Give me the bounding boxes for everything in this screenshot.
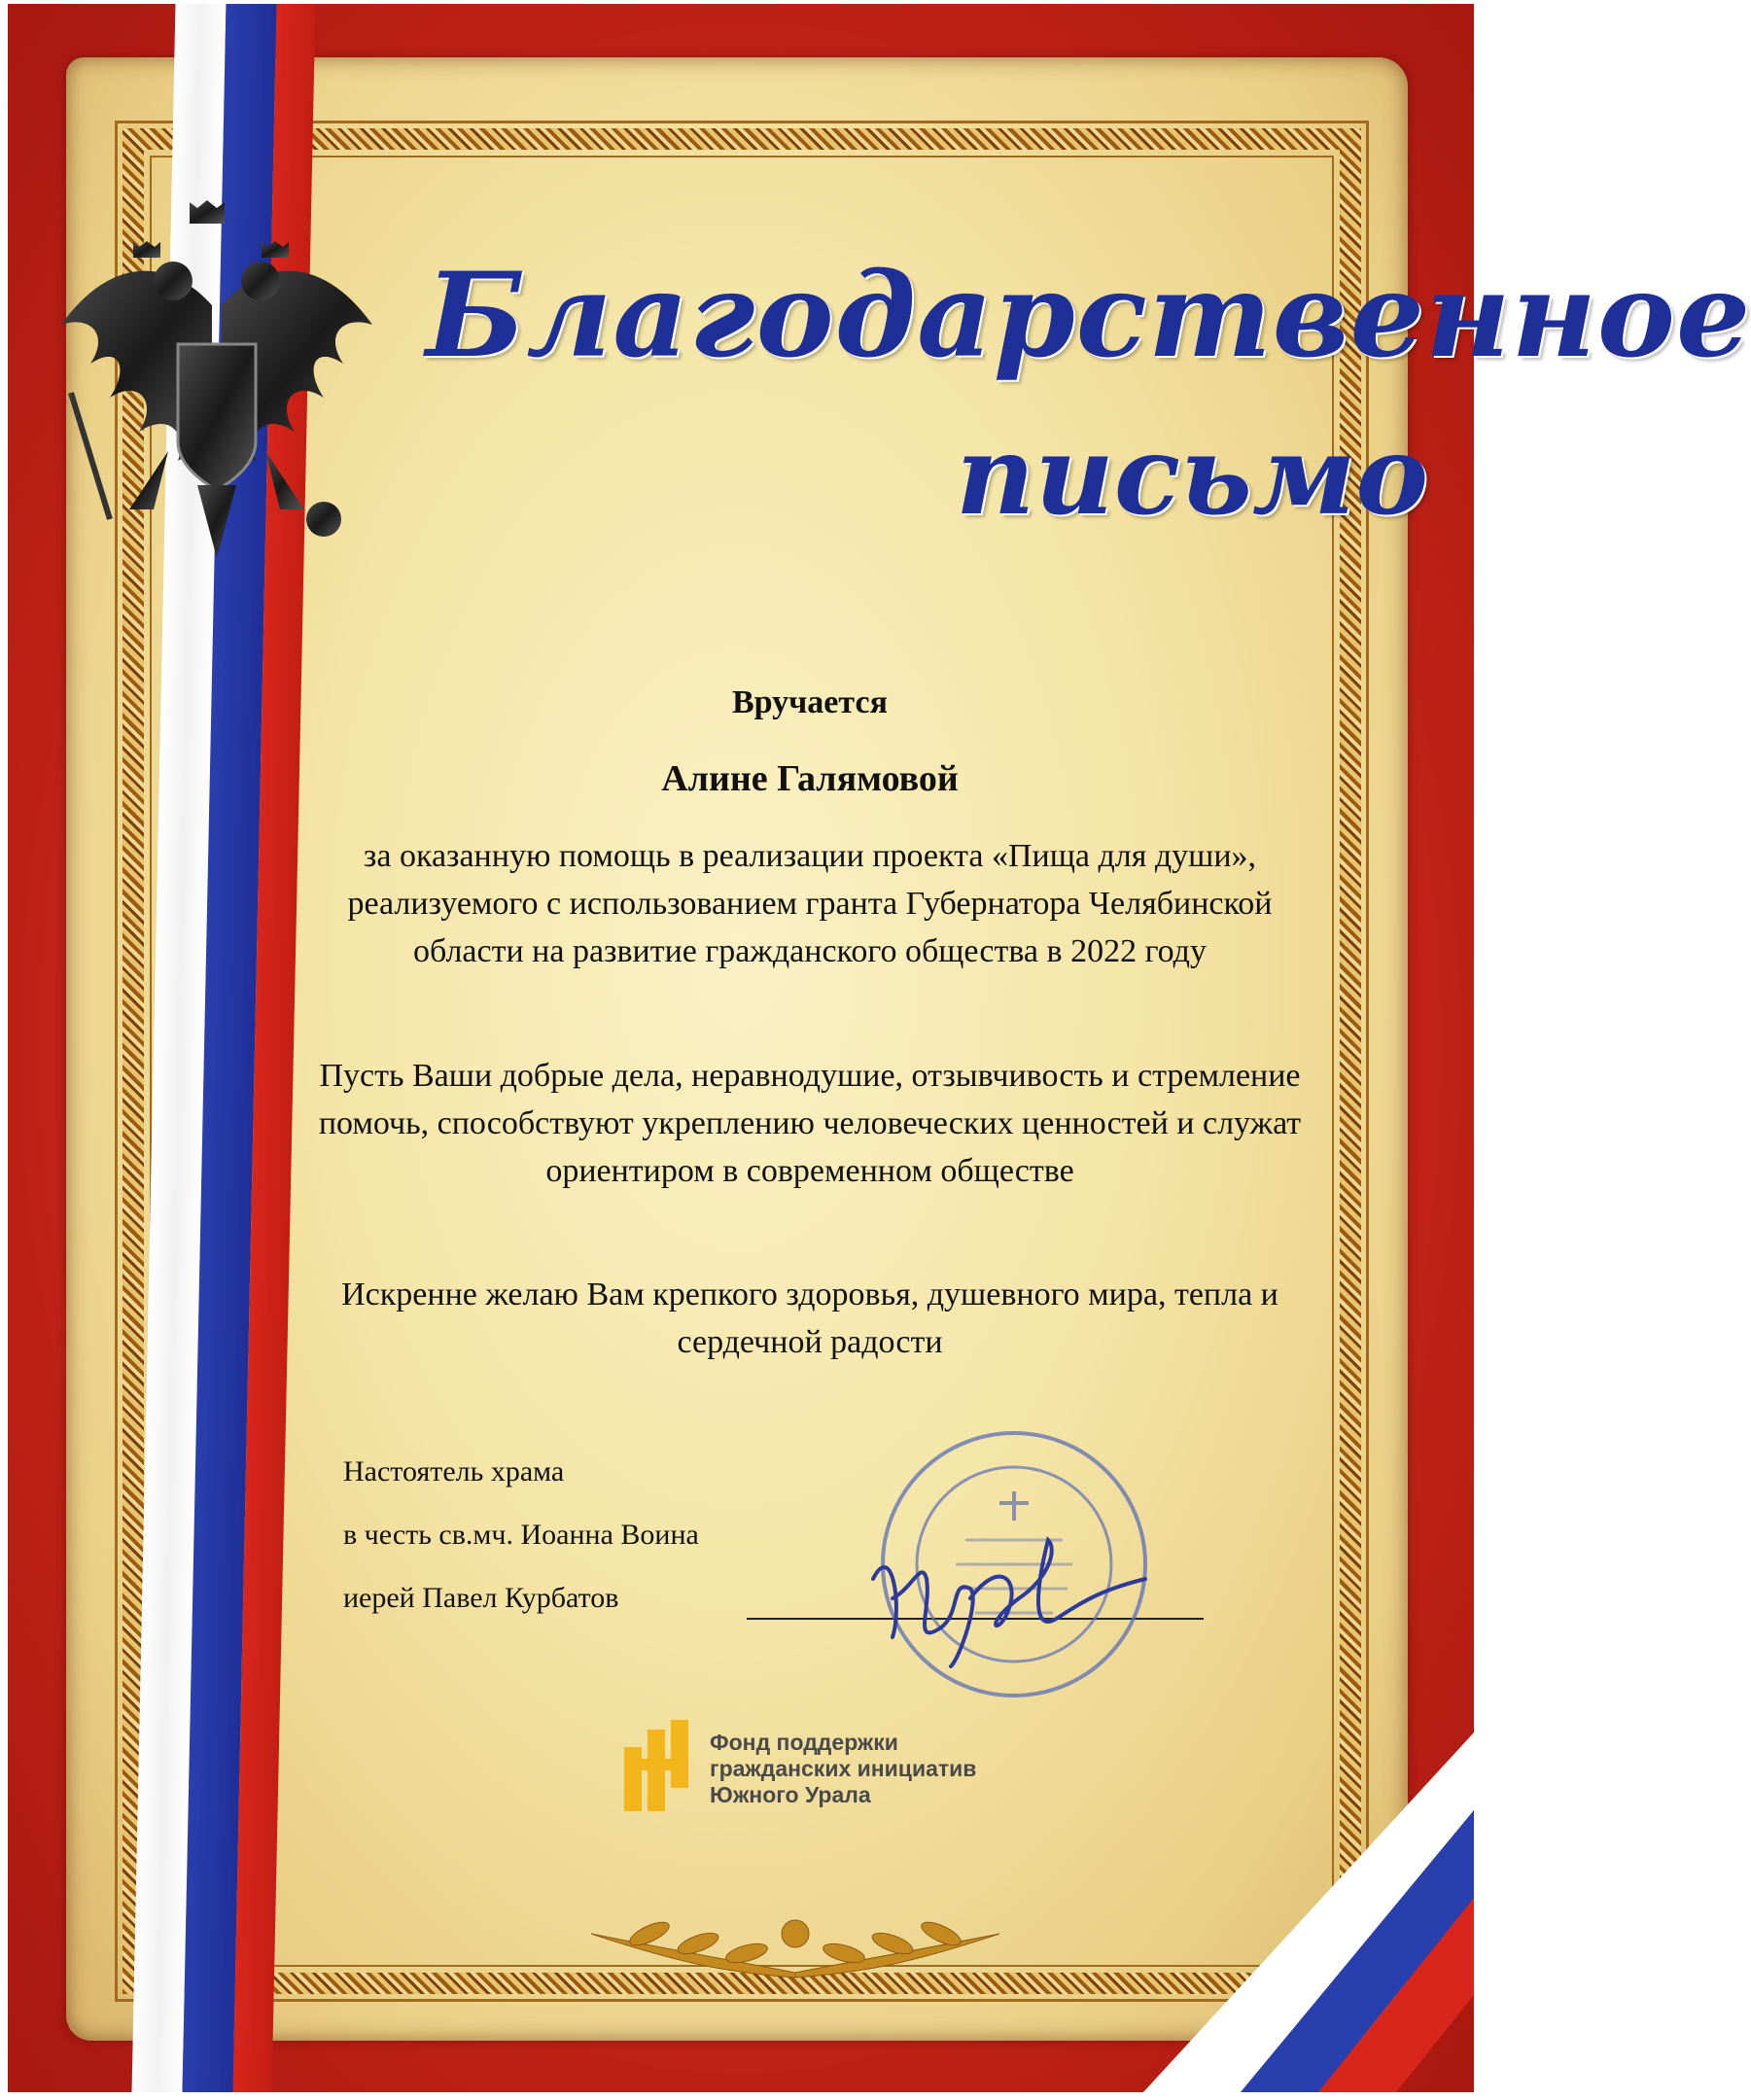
paragraph-wishes-health: Искренне желаю Вам крепкого здоровья, душевного мира, тепла и сердечной радости	[341, 1277, 1278, 1360]
fund-name	[710, 1730, 976, 1808]
signatory-title: Настоятель храма	[343, 1455, 565, 1488]
certificate-title-line1: Благодарственное	[426, 247, 1751, 384]
signatory-block	[343, 1452, 699, 1642]
paragraph-wishes-deeds: Пусть Ваши добрые дела, неравнодушие, отзывчивость и стремление помочь, способствуют укреплению человеческих ценностей и служат ориентиром в современном обществе	[318, 1058, 1302, 1189]
recipient-name: Алине Галямовой	[661, 758, 959, 799]
laurel-ornament-icon	[533, 1895, 1058, 1982]
fund-name-line1: Фонд поддержки	[710, 1730, 898, 1755]
certificate-title-line2: письмо	[956, 412, 1429, 540]
certificate-sheet	[8, 4, 1751, 2092]
fund-name-line3: Южного Урала	[710, 1782, 871, 1807]
paragraph-merit: за оказанную помощь в реализации проекта «Пища для души», реализуемого с использованием гранта Губернатора Челябинской области на развитие гражданского общества в 2022 году	[347, 838, 1273, 969]
signatory-name: иерей Павел Курбатов	[343, 1582, 619, 1614]
fund-logo-icon	[620, 1720, 698, 1817]
handwritten-signature-icon	[854, 1521, 1174, 1676]
signatory-church: в честь св.мч. Иоанна Воина	[343, 1519, 699, 1551]
fund-name-line2: гражданских инициатив	[710, 1756, 977, 1781]
eagle-emblem-icon	[52, 198, 382, 568]
awarded-label: Вручается	[731, 684, 888, 720]
corner-flag-ribbon	[1124, 1674, 1474, 2092]
